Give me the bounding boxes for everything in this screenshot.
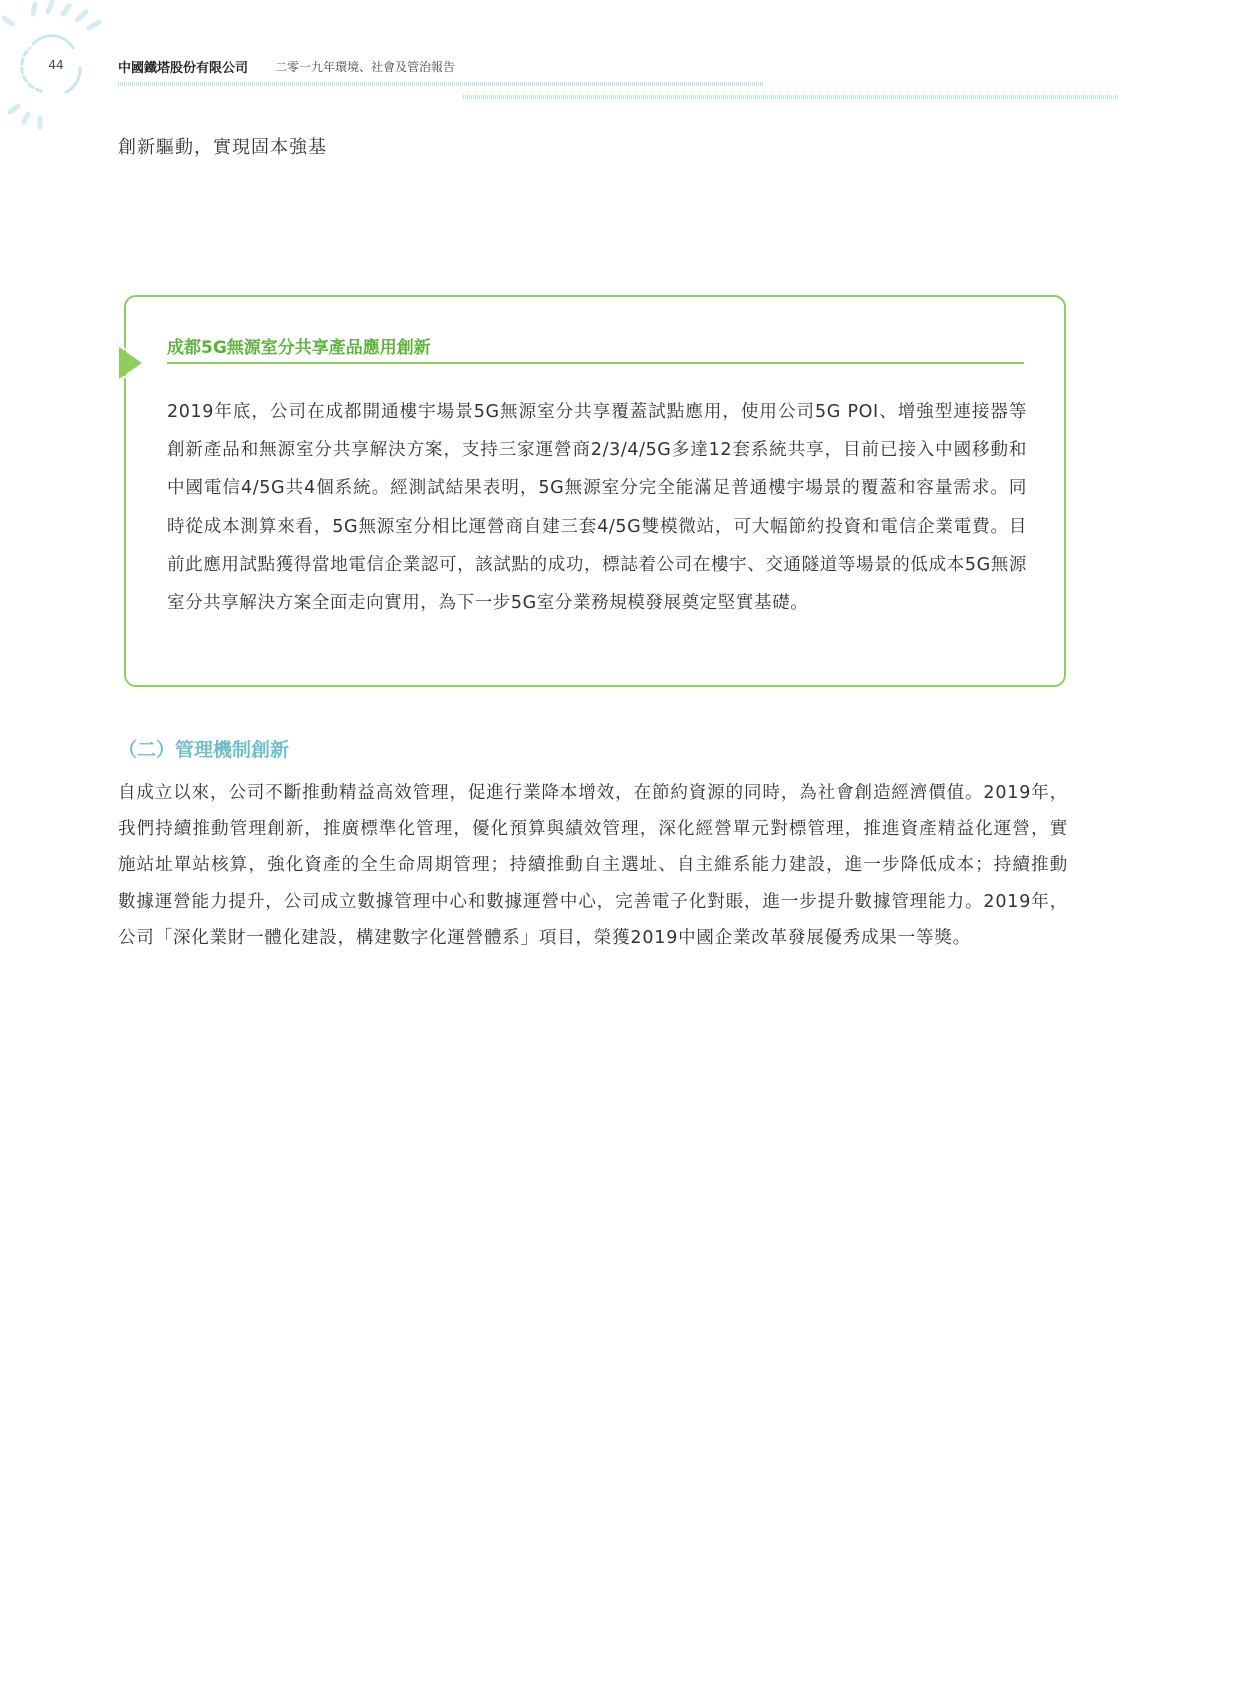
header-report-title: 二零一九年環境、社會及管治報告 [275, 60, 456, 74]
subsection-body: 自成立以來，公司不斷推動精益高效管理，促進行業降本增效，在節約資源的同時，為社會創造經濟價值。2019年，我們持續推動管理創新，推廣標準化管理，優化預算與績效管理，深化經營單元對標管理，推進資產精益化運營，實施站址單站核算，強化資產的全生命周期管理；持續推動自主選址、自主維系能力建設，進一步降低成本；持續推動數據運營能力提升，公司成立數據管理中心和數據運營中心，完善電子化對賬，進一步提升數據管理能力。2019年，公司「深化業財一體化建設，構建數字化運營體系」項目，榮獲2019中國企業改革發展優秀成果一等獎。 [118, 783, 1068, 948]
header-divider-lower [463, 95, 1118, 99]
section-title: 創新驅動，實現固本強基 [118, 137, 327, 158]
case-study-title-underline [167, 362, 1024, 364]
play-arrow-icon [118, 345, 144, 381]
subsection-title: （二）管理機制創新 [118, 739, 290, 761]
header-divider-upper [118, 82, 763, 86]
case-study-body: 2019年底，公司在成都開通樓宇場景5G無源室分共享覆蓋試點應用，使用公司5G POI、增強型連接器等創新產品和無源室分共享解決方案，支持三家運營商2/3/4/5G多達12套系統共享，目前已接入中國移動和中國電信4/5G共4個系統。經測試結果表明，5G無源室分完全能滿足普通樓宇場景的覆蓋和容量需求。同時從成本測算來看，5G無源室分相比運營商自建三套4/5G雙模微站，可大幅節約投資和電信企業電費。目前此應用試點獲得當地電信企業認可，該試點的成功，標誌着公司在樓宇、交通隧道等場景的低成本5G無源室分共享解決方案全面走向實用，為下一步5G室分業務規模發展奠定堅實基礎。 [167, 402, 1027, 614]
header-company-name: 中國鐵塔股份有限公司 [118, 61, 249, 76]
page-number: 44 [48, 58, 64, 72]
case-study-title: 成都5G無源室分共享產品應用創新 [167, 338, 431, 358]
